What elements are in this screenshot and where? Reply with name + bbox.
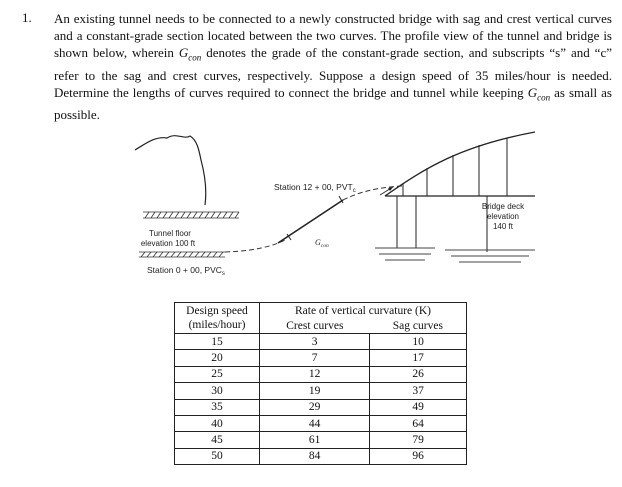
station-pvt-label: Station 12 + 00, $PVT_c$: [274, 182, 356, 194]
gcon-figure-label: $G_{con}$: [315, 238, 329, 249]
bridge-label-2: elevation: [486, 212, 520, 221]
bridge-label-3: 140 ft: [492, 222, 514, 231]
station-pvc-label: Station 0 + 00, $PVC_s$: [147, 265, 225, 277]
table-row: 25 12 26: [175, 366, 467, 382]
bridge-piers: [397, 196, 487, 252]
constant-grade-line: [278, 200, 343, 243]
water-lines: [375, 248, 535, 262]
table-row: 30 19 37: [175, 383, 467, 399]
k-values-table: [174, 302, 467, 465]
problem-text-part1: An existing tunnel needs to be connected to a newly constructed bridge with sag and crest vertical curves and a constant-grade section located between the two curves. The profile view of the tunnel and bridge is shown below, wherein: [54, 11, 612, 60]
col-header-sag: Sag curves: [370, 318, 467, 334]
sag-curve: [225, 240, 285, 252]
col-header-speed: Design speed (miles/hour): [175, 303, 260, 334]
tunnel-roof-hatch: [143, 212, 239, 218]
bridge-arch: [385, 132, 535, 196]
table-row: 35 29 49: [175, 399, 467, 415]
gcon-symbol: $G_{con}$: [178, 45, 202, 63]
problem-text-part3: as small as possible.: [54, 84, 612, 123]
col-header-crest: Crest curves: [260, 318, 370, 334]
hill-outline: [135, 136, 206, 205]
table-row: 15 3 10: [175, 334, 467, 350]
table-row: 20 7 17: [175, 350, 467, 366]
table-row: 40 44 64: [175, 415, 467, 431]
table-row: 50 84 96: [175, 448, 467, 464]
col-header-group: Rate of vertical curvature (K): [260, 303, 467, 319]
profile-figure: [135, 130, 535, 280]
problem-number: 1.: [22, 10, 32, 25]
problem-text-part2: denotes the grade of the constant-grade section, and subscripts “s” and “c” refer to the sag and crest curves, respectively. Suppose a design speed of 35 miles/hour is needed. Determine the lengths of curves required to connect the bridge and tunnel while keeping: [54, 45, 612, 100]
tunnel-label-1: Tunnel floor: [149, 229, 191, 238]
bridge-label-1: Bridge deck: [481, 202, 525, 211]
bridge-hangers: [403, 138, 507, 196]
problem-text: [54, 10, 612, 123]
tunnel-floor-hatch: [139, 252, 225, 257]
gcon-symbol-2: $G_{con}$: [527, 84, 551, 103]
tunnel-label-2: elevation 100 ft: [140, 239, 196, 248]
table-row: 45 61 79: [175, 432, 467, 448]
